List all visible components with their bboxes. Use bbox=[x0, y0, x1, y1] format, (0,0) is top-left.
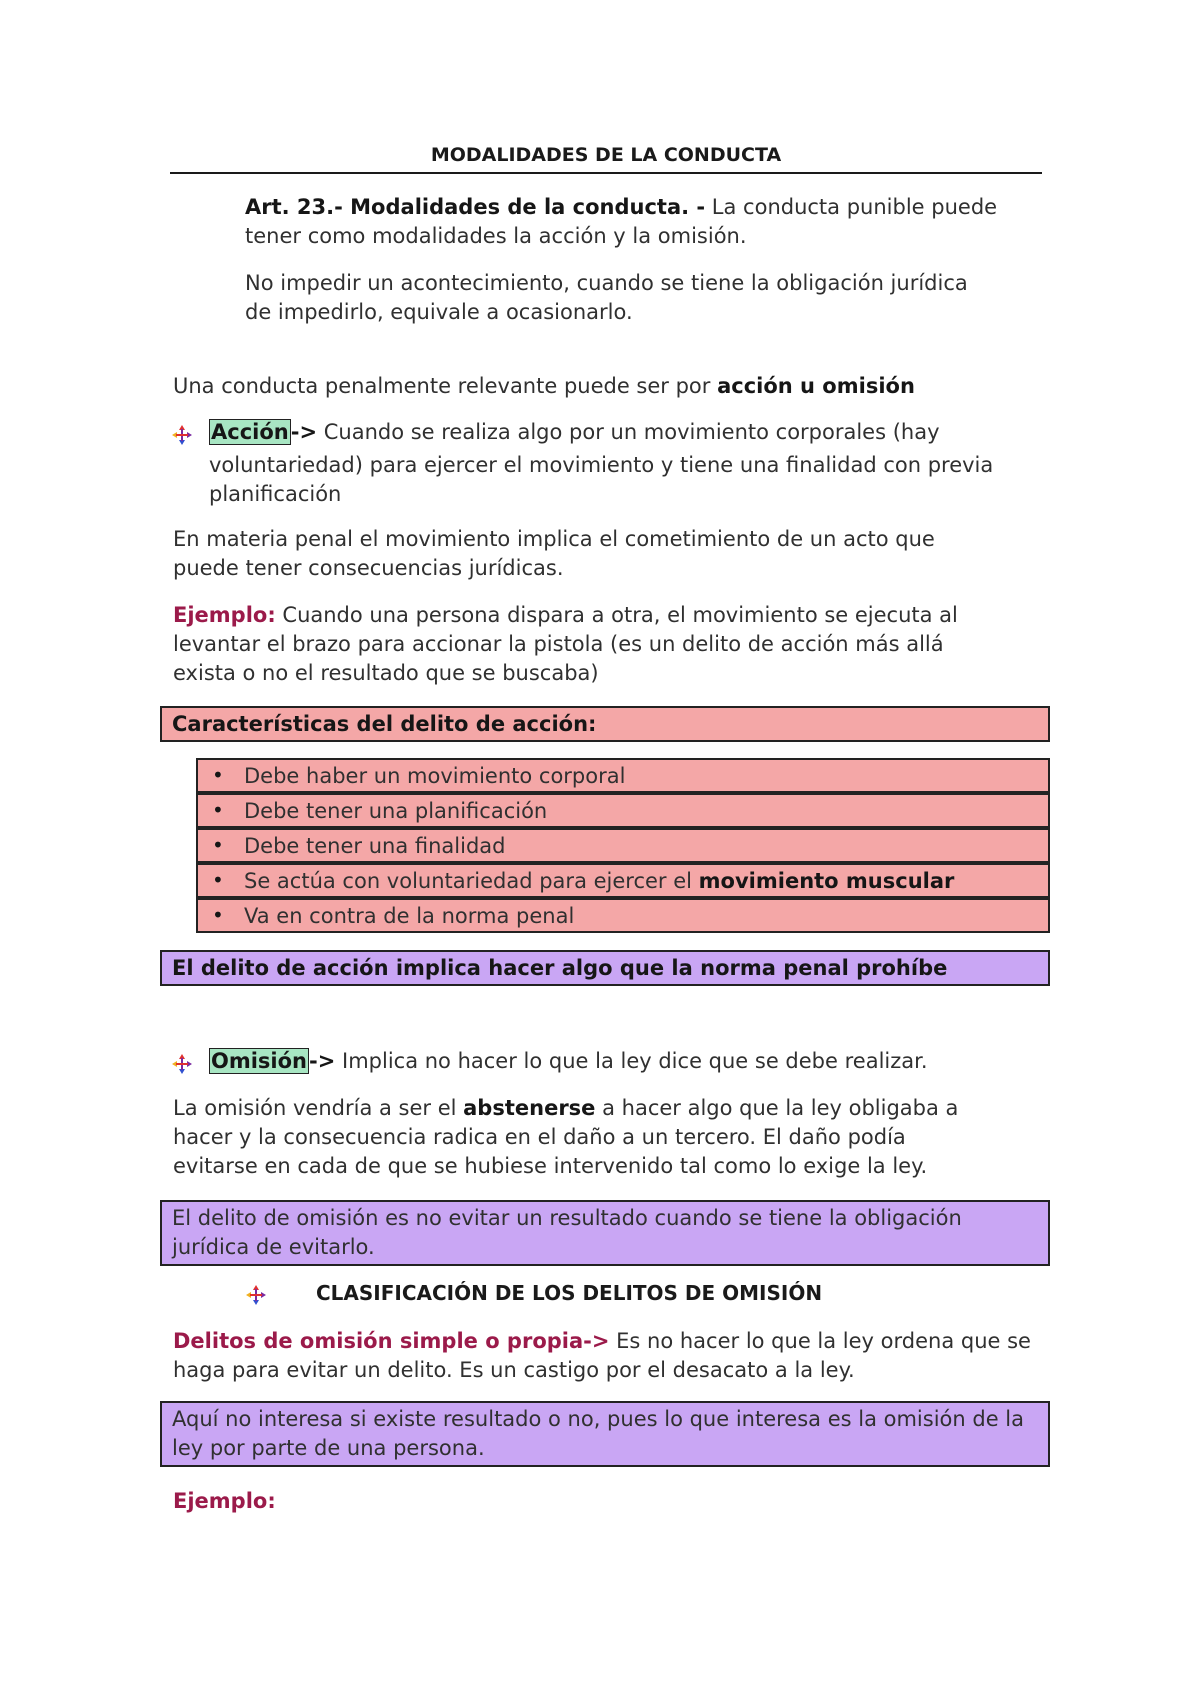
omision-term: Omisión bbox=[211, 1049, 308, 1073]
accion-example-line-3: exista o no el resultado que se buscaba) bbox=[173, 661, 599, 685]
omision-box-line-1: El delito de omisión es no evitar un resultado cuando se tiene la obligación bbox=[172, 1206, 962, 1230]
omision-simple-box-line-2: ley por parte de una persona. bbox=[172, 1436, 485, 1460]
list-item: • Debe tener una planificación bbox=[196, 793, 1050, 828]
clasificacion-heading: CLASIFICACIÓN DE LOS DELITOS DE OMISIÓN bbox=[316, 1281, 823, 1305]
omision-line-1: Omisión-> Implica no hacer lo que la ley dice que se debe realizar. bbox=[211, 1049, 928, 1073]
accion-example-line-1: Ejemplo: Cuando una persona dispara a otra, el movimiento se ejecuta al bbox=[173, 603, 958, 627]
four-color-arrow-bullet-icon bbox=[245, 1284, 267, 1306]
omision-para-line-1: La omisión vendría a ser el abstenerse a hacer algo que la ley obligaba a bbox=[173, 1096, 959, 1120]
four-color-arrow-bullet-icon bbox=[171, 424, 193, 446]
intro-line: Una conducta penalmente relevante puede ser por acción u omisión bbox=[173, 374, 915, 398]
omision-simple-line-1: Delitos de omisión simple o propia-> Es no hacer lo que la ley ordena que se bbox=[173, 1329, 1031, 1353]
omision-simple-box-line-1: Aquí no interesa si existe resultado o no, pues lo que interesa es la omisión de la bbox=[172, 1407, 1024, 1431]
omision-box-line-2: jurídica de evitarlo. bbox=[172, 1235, 375, 1259]
article-line-1: Art. 23.- Modalidades de la conducta. - La conducta punible puede bbox=[245, 195, 998, 219]
omision-example-label: Ejemplo: bbox=[173, 1489, 276, 1513]
list-item: • Va en contra de la norma penal bbox=[196, 898, 1050, 933]
omision-simple-line-2: haga para evitar un delito. Es un castigo por el desacato a la ley. bbox=[173, 1358, 855, 1382]
article-line-2: tener como modalidades la acción y la omisión. bbox=[245, 224, 747, 248]
omision-para-line-2: hacer y la consecuencia radica en el daño a un tercero. El daño podía bbox=[173, 1125, 906, 1149]
omision-simple-box bbox=[160, 1401, 1050, 1467]
list-item: • Se actúa con voluntariedad para ejercer el movimiento muscular bbox=[196, 863, 1050, 898]
accion-para-line-2: puede tener consecuencias jurídicas. bbox=[173, 556, 564, 580]
accion-line-1: Acción-> Cuando se realiza algo por un movimiento corporales (hay bbox=[211, 420, 940, 444]
caracteristicas-header: Características del delito de acción: bbox=[172, 712, 597, 736]
caracteristicas-header-box bbox=[160, 706, 1050, 742]
omision-definition-box bbox=[160, 1200, 1050, 1266]
accion-term: Acción bbox=[211, 420, 289, 444]
bullet-dot: • bbox=[212, 833, 224, 857]
accion-para-line-1: En materia penal el movimiento implica el cometimiento de un acto que bbox=[173, 527, 935, 551]
list-item: • Debe tener una finalidad bbox=[196, 828, 1050, 863]
accion-summary-box bbox=[160, 950, 1050, 986]
bullet-dot: • bbox=[212, 903, 224, 927]
bullet-dot: • bbox=[212, 868, 224, 892]
article-para2-line-2: de impedirlo, equivale a ocasionarlo. bbox=[245, 300, 633, 324]
bullet-dot: • bbox=[212, 763, 224, 787]
accion-line-2: voluntariedad) para ejercer el movimiento y tiene una finalidad con previa bbox=[209, 453, 994, 477]
page-title: MODALIDADES DE LA CONDUCTA bbox=[430, 144, 782, 166]
title-underline bbox=[170, 172, 1042, 174]
list-item: • Debe haber un movimiento corporal bbox=[196, 758, 1050, 793]
four-color-arrow-bullet-icon bbox=[171, 1053, 193, 1075]
article-para2-line-1: No impedir un acontecimiento, cuando se tiene la obligación jurídica bbox=[245, 271, 968, 295]
omision-para-line-3: evitarse en cada de que se hubiese intervenido tal como lo exige la ley. bbox=[173, 1154, 928, 1178]
accion-summary: El delito de acción implica hacer algo que la norma penal prohíbe bbox=[172, 956, 948, 980]
bullet-dot: • bbox=[212, 798, 224, 822]
accion-line-3: planificación bbox=[209, 482, 342, 506]
accion-example-line-2: levantar el brazo para accionar la pistola (es un delito de acción más allá bbox=[173, 632, 944, 656]
